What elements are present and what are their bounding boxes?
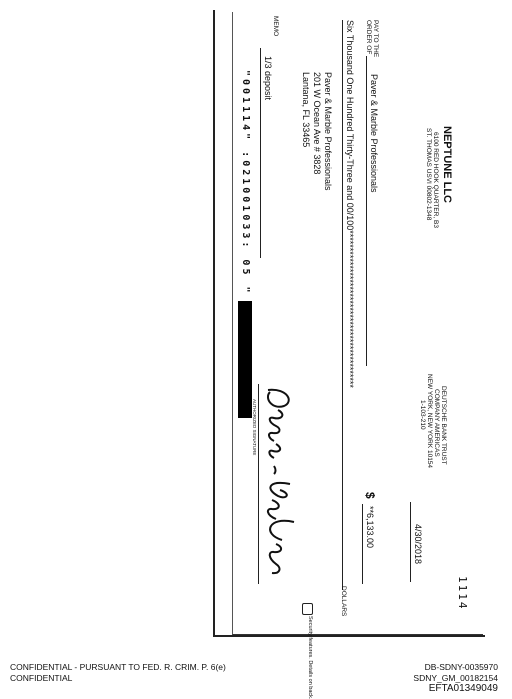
signature-line xyxy=(258,384,259,584)
amount-line xyxy=(362,504,363,584)
check-date: 4/30/2018 xyxy=(413,524,423,565)
footer-efta-id: EFTA01349049 xyxy=(428,683,498,694)
amount-in-words: Six Thousand One Hundred Thirty-Three and 00/100********************************************* xyxy=(345,20,355,388)
words-line xyxy=(342,20,343,590)
footer-bates-1: DB-SDNY-0035970 xyxy=(424,662,498,672)
footer-left-line-1: CONFIDENTIAL - PURSUANT TO FED. R. CRIM. P. 6(e) xyxy=(10,662,226,672)
dollar-sign: $ xyxy=(363,492,377,499)
payer-name: NEPTUNE LLC xyxy=(441,126,453,203)
memo-label: MEMO xyxy=(272,16,279,37)
bank-name: DEUTSCHE BANK TRUST xyxy=(440,386,447,465)
amount-value: **6,133.00 xyxy=(365,506,375,549)
micr-line: "001114" :021001033: 05 " xyxy=(240,70,251,296)
payee-name: Paver & Marble Professionals xyxy=(369,74,379,193)
date-line xyxy=(410,502,411,582)
payee-address-line-3: Lantana, FL 33465 xyxy=(301,72,311,148)
bank-line-3: NEW YORK, NEW YORK 10154 xyxy=(426,374,433,469)
authorized-signature-label: AUTHORIZED SIGNATURE xyxy=(252,399,257,456)
pay-to-label-2: ORDER OF xyxy=(365,20,372,55)
payee-line xyxy=(366,56,367,366)
signature-image xyxy=(258,384,298,594)
bank-line-2: COMPANY AMERICAS xyxy=(433,389,440,457)
lock-icon xyxy=(302,603,313,615)
redaction-box xyxy=(238,301,252,418)
payee-address-line-1: Paver & Marble Professionals xyxy=(323,72,333,191)
bank-line-4: 1-103-210 xyxy=(419,400,426,430)
payer-address-1: 6100 RED HOOK QUARTER, B3 xyxy=(432,132,439,228)
memo-line xyxy=(260,48,261,258)
payee-address-line-2: 201 W Ocean Ave # 3828 xyxy=(312,72,322,175)
payer-address-2: ST. THOMAS USVI 00802-1348 xyxy=(425,128,432,221)
check-number: 1114 xyxy=(456,576,469,611)
memo-text: 1/3 deposit xyxy=(263,56,273,101)
footer-left-line-2: CONFIDENTIAL xyxy=(10,673,73,683)
security-features-text: Security features. Details on back. xyxy=(307,616,313,699)
footer-bates-2: SDNY_GM_00182154 xyxy=(413,673,498,683)
pay-to-label-1: PAY TO THE xyxy=(372,20,379,58)
dollars-label: DOLLARS xyxy=(340,586,347,617)
